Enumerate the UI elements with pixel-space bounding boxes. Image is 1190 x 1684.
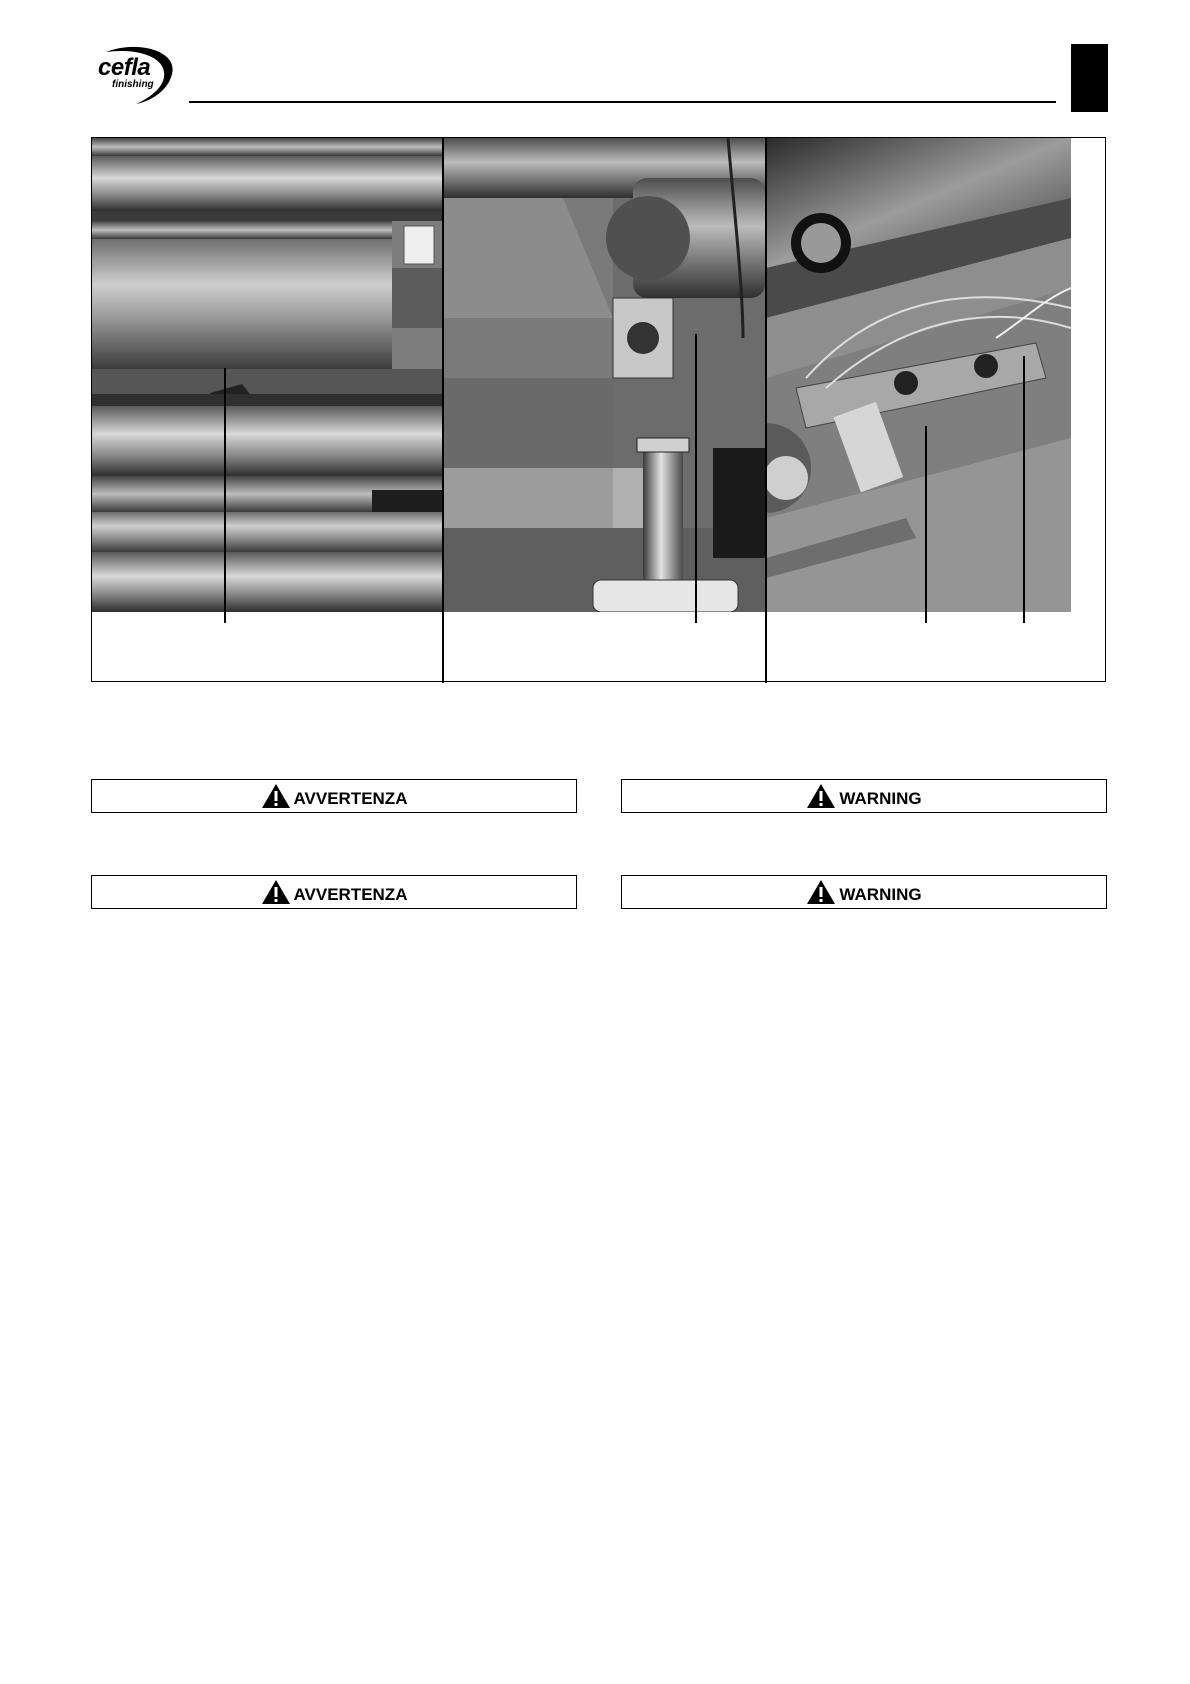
warning-label: WARNING (839, 885, 922, 904)
warning-triangle-icon (261, 879, 291, 905)
figure-divider-2 (765, 138, 767, 683)
warning-triangle-icon (806, 879, 836, 905)
logo-subtitle: finishing (112, 79, 154, 90)
callout-line-2 (695, 334, 697, 623)
warning-triangle-icon (806, 783, 836, 809)
figure-panel (91, 137, 1106, 682)
warning-box-it-2 (91, 875, 577, 909)
photo-mechanism (443, 138, 765, 612)
figure-divider-1 (442, 138, 444, 683)
warning-label: WARNING (839, 789, 922, 808)
callout-line-1 (224, 368, 226, 623)
warning-box-en-2 (621, 875, 1107, 909)
warning-triangle-icon (261, 783, 291, 809)
photo-assembly (766, 138, 1071, 612)
section-tab-marker (1071, 44, 1108, 112)
warning-label: AVVERTENZA (293, 789, 408, 808)
header-rule (189, 101, 1056, 103)
logo-wordmark: cefla (98, 54, 151, 81)
warning-box-it-1 (91, 779, 577, 813)
cefla-logo (96, 44, 176, 104)
warning-box-en-1 (621, 779, 1107, 813)
photo-rollers (92, 138, 442, 612)
callout-line-4 (1023, 356, 1025, 623)
callout-line-3 (925, 426, 927, 623)
warning-label: AVVERTENZA (293, 885, 408, 904)
